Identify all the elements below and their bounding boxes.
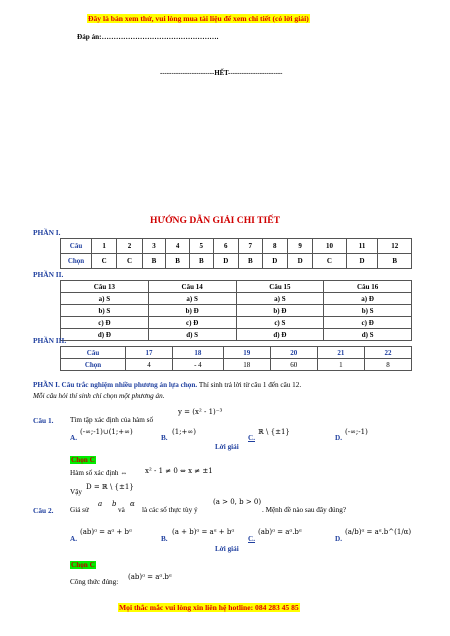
table-cell: 60 xyxy=(270,359,317,371)
q1-option-d-label[interactable]: D. xyxy=(335,434,342,442)
q2-text-3: là các số thực tùy ý xyxy=(142,506,198,514)
q2-option-b-value: (a + b)ᵅ = aᵅ + bᵅ xyxy=(172,528,235,536)
part3-label: PHẦN III. xyxy=(33,336,67,345)
q1-option-a-value: (-∞;-1)∪(1;+∞) xyxy=(80,428,133,436)
part2-table xyxy=(60,280,412,341)
table-cell: d) Đ xyxy=(236,329,324,341)
q2-option-c-label[interactable]: C. xyxy=(248,535,255,543)
q2-var-b: b xyxy=(112,500,117,508)
part3-answer-row xyxy=(61,359,412,371)
table-cell: a) S xyxy=(148,293,236,305)
q1-choose: Chọn C xyxy=(71,456,95,464)
table-cell: D xyxy=(213,254,238,269)
q1-label: Câu 1. xyxy=(33,416,54,425)
q2-choose: Chọn C xyxy=(71,561,95,569)
q1-explain2: Vậy xyxy=(70,488,82,496)
section1-heading xyxy=(33,381,301,389)
table-cell: Câu xyxy=(61,347,126,359)
answer-label: Đáp án: xyxy=(77,33,102,41)
table-cell: Chọn xyxy=(61,359,126,371)
table-row xyxy=(61,305,412,317)
q1-option-c-value: ℝ \ {±1} xyxy=(258,428,290,436)
table-row xyxy=(61,329,412,341)
q1-formula: y = (x² - 1)⁻³ xyxy=(178,408,223,416)
q1-explain2-math: D = ℝ \ {±1} xyxy=(86,483,134,491)
part3-header-row xyxy=(61,347,412,359)
table-cell: B xyxy=(166,254,190,269)
table-cell: 20 xyxy=(270,347,317,359)
table-cell: Câu xyxy=(61,239,92,254)
table-cell: 22 xyxy=(364,347,411,359)
table-cell: B xyxy=(189,254,213,269)
q2-formula-label: Công thức đúng: xyxy=(70,578,119,586)
q2-solution-label: Lời giải xyxy=(215,545,239,553)
table-cell: B xyxy=(238,254,262,269)
table-cell: 7 xyxy=(238,239,262,254)
table-cell: 4 xyxy=(126,359,173,371)
table-cell: Câu 15 xyxy=(236,281,324,293)
q1-explain1-math: x² - 1 ≠ 0 ⇔ x ≠ ±1 xyxy=(145,467,213,475)
table-cell: 8 xyxy=(262,239,287,254)
part2-label: PHẦN II. xyxy=(33,270,64,279)
q2-var-alpha: α xyxy=(130,500,135,508)
table-cell: - 4 xyxy=(173,359,224,371)
q2-option-b-label[interactable]: B. xyxy=(161,535,168,543)
table-cell: 8 xyxy=(364,359,411,371)
table-cell: a) S xyxy=(61,293,149,305)
part2-header-row xyxy=(61,281,412,293)
table-cell: c) Đ xyxy=(148,317,236,329)
table-cell: d) S xyxy=(324,329,412,341)
table-cell: Câu 16 xyxy=(324,281,412,293)
table-cell: 19 xyxy=(223,347,270,359)
q2-label: Câu 2. xyxy=(33,506,54,515)
part1-label: PHẦN I. xyxy=(33,228,61,237)
table-cell: b) S xyxy=(61,305,149,317)
table-cell: B xyxy=(378,254,412,269)
end-marker: ------------------------HẾT------------------------ xyxy=(160,70,283,77)
part1-header-row xyxy=(61,239,412,254)
table-cell: 21 xyxy=(317,347,364,359)
section1-note: Mỗi câu hỏi thí sinh chỉ chọn một phương án. xyxy=(33,392,165,400)
q2-option-d-label[interactable]: D. xyxy=(335,535,342,543)
q2-formula: (ab)ᵅ = aᵅ.bᵅ xyxy=(128,573,172,581)
table-cell: B xyxy=(142,254,166,269)
table-cell: 2 xyxy=(117,239,142,254)
table-cell: Chọn xyxy=(61,254,92,269)
table-cell: d) S xyxy=(148,329,236,341)
table-cell: 6 xyxy=(213,239,238,254)
table-cell: b) Đ xyxy=(148,305,236,317)
table-cell: Câu 14 xyxy=(148,281,236,293)
table-cell: 5 xyxy=(189,239,213,254)
table-row xyxy=(61,317,412,329)
section1-title-rest: Thí sinh trả lời từ câu 1 đến câu 12. xyxy=(197,381,302,389)
table-cell: D xyxy=(346,254,378,269)
table-cell: C xyxy=(117,254,142,269)
table-cell: 1 xyxy=(317,359,364,371)
solution-title: HƯỚNG DẪN GIẢI CHI TIẾT xyxy=(150,215,281,226)
table-cell: 18 xyxy=(223,359,270,371)
q2-text-1: Giả sử xyxy=(70,506,89,514)
q2-option-d-value: (a/b)ᵅ = aᵅ.b^(1/α) xyxy=(345,528,412,536)
q1-text: Tìm tập xác định của hàm số xyxy=(70,416,154,424)
q2-text-2: và xyxy=(118,506,125,514)
footer-hotline: Mọi thắc mắc vui lòng xin liên hệ hotline: 084 283 45 85 xyxy=(119,603,299,612)
table-cell: 9 xyxy=(287,239,312,254)
answer-line xyxy=(77,33,218,41)
table-cell: Câu 13 xyxy=(61,281,149,293)
part1-answer-row xyxy=(61,254,412,269)
q1-option-b-label[interactable]: B. xyxy=(161,434,168,442)
answer-dots: …………………………………………. xyxy=(101,33,219,41)
table-cell: 17 xyxy=(126,347,173,359)
table-cell: b) Đ xyxy=(236,305,324,317)
table-cell: D xyxy=(262,254,287,269)
table-cell: 10 xyxy=(313,239,346,254)
q1-solution-label: Lời giải xyxy=(215,443,239,451)
table-cell: 11 xyxy=(346,239,378,254)
q1-option-c-label[interactable]: C. xyxy=(248,434,255,442)
table-cell: c) S xyxy=(236,317,324,329)
q1-explain1: Hàm số xác định ⇔ xyxy=(70,469,128,477)
q2-option-c-value: (ab)ᵅ = aᵅ.bᵅ xyxy=(258,528,302,536)
table-cell: c) Đ xyxy=(324,317,412,329)
header-notice: Đây là bản xem thử, vui lòng mua tài liệu để xem chi tiết (có lời giải) xyxy=(88,14,309,23)
table-cell: 3 xyxy=(142,239,166,254)
table-cell: 18 xyxy=(173,347,224,359)
table-cell: a) Đ xyxy=(324,293,412,305)
table-cell: 1 xyxy=(92,239,117,254)
part3-table xyxy=(60,346,412,371)
q2-option-a-value: (ab)ᵅ = aᵅ + bᵅ xyxy=(80,528,132,536)
table-cell: C xyxy=(313,254,346,269)
q1-option-d-value: (-∞;-1) xyxy=(345,428,368,436)
table-cell: 4 xyxy=(166,239,190,254)
table-cell: C xyxy=(92,254,117,269)
table-cell: D xyxy=(287,254,312,269)
q1-option-a-label[interactable]: A. xyxy=(70,434,77,442)
q2-text-4: . Mệnh đề nào sau đây đúng? xyxy=(262,506,347,514)
table-cell: d) Đ xyxy=(61,329,149,341)
part1-table xyxy=(60,238,412,269)
q2-option-a-label[interactable]: A. xyxy=(70,535,77,543)
table-cell: c) Đ xyxy=(61,317,149,329)
section1-title: PHẦN I. Câu trắc nghiệm nhiều phương án lựa chọn. xyxy=(33,381,198,389)
table-cell: b) S xyxy=(324,305,412,317)
q2-var-a: a xyxy=(98,500,103,508)
q2-condition: (a > 0, b > 0) xyxy=(213,498,262,506)
q1-option-b-value: (1;+∞) xyxy=(172,428,196,436)
table-cell: a) S xyxy=(236,293,324,305)
table-cell: 12 xyxy=(378,239,412,254)
table-row xyxy=(61,293,412,305)
